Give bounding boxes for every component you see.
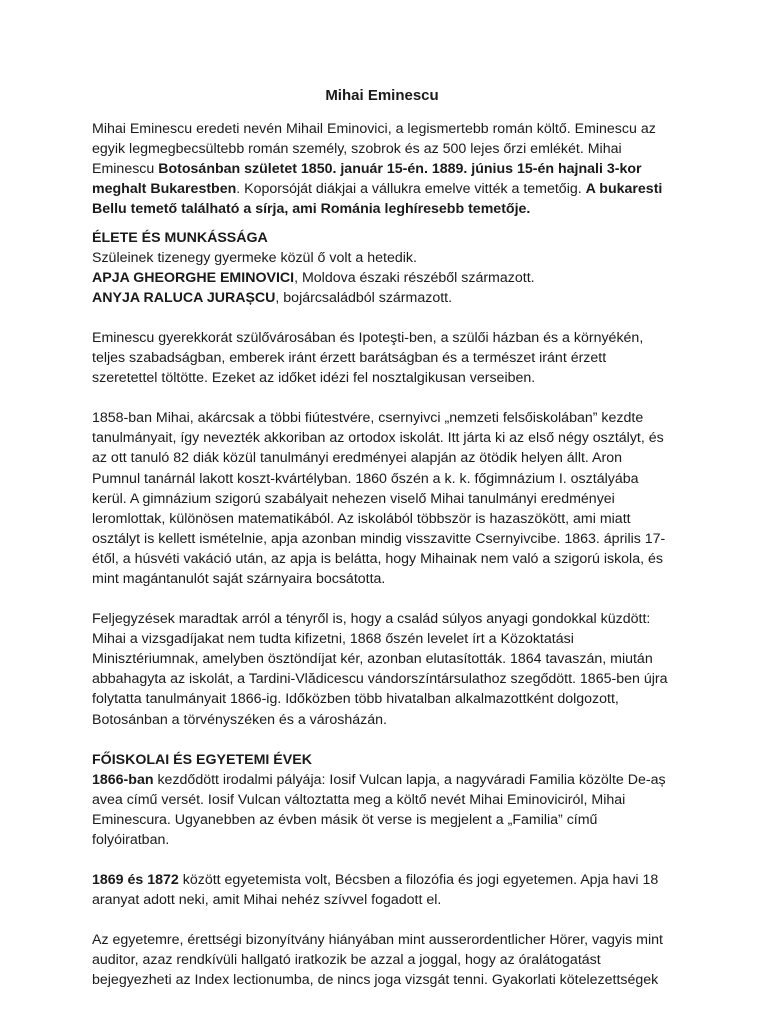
vienna-paragraph — [92, 870, 668, 910]
school-1858-paragraph: 1858-ban Mihai, akárcsak a többi fiútestvére, csernyivci „nemzeti felsőiskolában” kezdte tanulmányait, így nevezték akkoriban az ortodox iskolát. Itt járta ki az első négy osztályt, és az ott tanuló 82 diák közül tanulmányi eredményei alapján az ötödik helyen állt. Aron Pumnul tanárnál lakott koszt-kvártélyban. 1860 őszén a k. k. főgimnázium I. osztályába kerül. A gimnázium szigorú szabályait nehezen viselő Mihai tanulmányi eredményei leromlottak, különösen matematikából. Az iskolából többször is hazaszökött, ami miatt osztályt is kellett ismételnie, apja azonban mindig visszavitte Csernyivcibe. 1863. április 17-étől, a húsvéti vakáció után, az apja is belátta, hogy Mihainak nem való a szigorú iskola, és mint magántanulót saját szárnyaira bocsátotta. — [92, 410, 666, 587]
intro-bold-2: A bukaresti Bellu temető található a sírja, ami Románia leghíresebb temetője. — [92, 181, 663, 218]
section-heading-life: ÉLETE ÉS MUNKÁSSÁGA — [92, 229, 268, 246]
vienna-text: között egyetemista volt, Bécsben a filozófia és jogi egyetemen. Apja havi 18 aranyat adott neki, amit Mihai nehéz szívvel fogadott el. — [92, 872, 659, 909]
years-1869-1872: 1869 és 1872 — [92, 872, 179, 889]
intro-bold-1: Botosánban születet 1850. január 15-én. 1889. június 15-én hajnali 3-kor meghalt Bukarestben — [92, 161, 642, 198]
children-line: Szüleinek tizenegy gyermeke közül ő volt a hetedik. — [92, 249, 417, 266]
father-name: APJA GHEORGHE EMINOVICI — [92, 269, 295, 286]
literary-career-text: kezdődött irodalmi pályája: Iosif Vulcan lapja, a nagyváradi Familia közölte De-aș avea című versét. Iosif Vulcan változtatta meg a költő nevét Mihai Eminoviciról, Mihai Eminescura. Ugyanebben az évben másik öt verse is megjelent a „Familia” című folyóiratban. — [92, 771, 666, 848]
page-title: Mihai Eminescu — [325, 87, 439, 104]
financial-notes-paragraph: Feljegyzések maradtak arról a tényről is, hogy a család súlyos anyagi gondokkal küzdött: Mihai a vizsgadíjakat nem tudta kifizetni, 1868 őszén levelet írt a Közoktatási Minisztériumnak, amelyben ösztöndíjat kér, azonban elutasították. 1864 tavaszán, miután abbahagyta az iskolát, a Tardini-Vlădicescu vándorszíntársulathoz szegődött. 1865-ben újra folytatta tanulmányait 1866-ig. Időközben több hivatalban alkalmazottként dolgozott, Botosánban a törvényszéken és a városházán. — [92, 611, 668, 728]
intro-text-1: Mihai Eminescu eredeti nevén Mihail Eminovici, a legismertebb román költő. Eminescu az egyik legmegbecsültebb román személy, szobrok és az 500 lejes őrzi emlékét. Mihai Eminescu — [92, 121, 656, 178]
intro-text-2: . Koporsóját diákjai a vállukra emelve vitték a temetőig. — [236, 181, 586, 198]
father-origin: , Moldova északi részéből származott. — [294, 269, 535, 286]
father-line — [92, 268, 668, 288]
mother-origin: , bojárcsaládból származott. — [275, 289, 453, 306]
childhood-paragraph: Eminescu gyerekkorát szülővárosában és Ipoteşti-ben, a szülői házban és a környékén, teljes szabadságban, emberek iránt érzett barátságban és a természet iránt érzett szeretettel töltötte. Ezeket az időket idézi fel nosztalgikusan verseiben. — [92, 329, 644, 387]
intro-paragraph — [92, 119, 668, 219]
literary-career-paragraph — [92, 770, 668, 850]
year-1866: 1866-ban — [92, 771, 154, 788]
university-paragraph: Az egyetemre, érettségi bizonyítvány hiányában mint ausserordentlicher Hörer, vagyis mint auditor, azaz rendkívüli hallgató iratkozik be azzal a joggal, hogy az óralátogatást bejegyezheti az Index lectionumba, de nincs joga vizsgát tenni. Gyakorlati kötelezettségek — [92, 932, 663, 989]
mother-name: ANYJA RALUCA JURAȘCU — [92, 289, 276, 306]
section-heading-university: FŐISKOLAI ÉS EGYETEMI ÉVEK — [92, 751, 312, 768]
mother-line — [92, 288, 668, 308]
